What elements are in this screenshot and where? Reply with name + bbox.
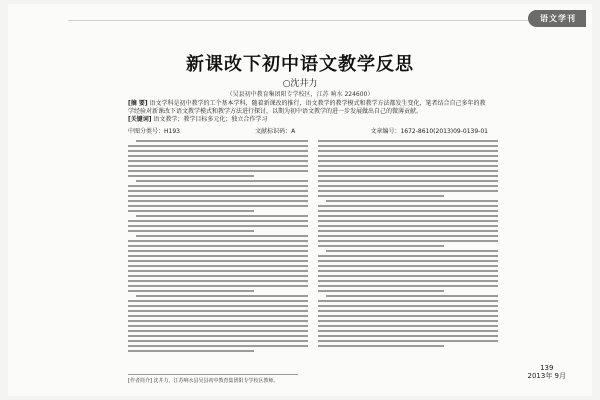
article-number: 文章编号：1672-8610(2013)09-0139-01: [370, 128, 488, 135]
document-code: 文献标识码：A: [255, 128, 296, 135]
journal-header-tab: 语文学刊: [528, 10, 586, 27]
article-affiliation: （吴县初中教育集团阳专学校区，江苏 响水 224600）: [226, 91, 374, 98]
page-number-block: [528, 364, 567, 380]
clc-number: 中图分类号：H193: [128, 128, 180, 135]
page-number: 139: [540, 364, 554, 372]
issue-date: 2013年 9月: [527, 372, 566, 380]
header-rule: [68, 20, 528, 21]
article-author: ○沈井力: [282, 79, 318, 89]
body-column-left: [128, 140, 308, 368]
article-title: 新课改下初中语文教学反思: [186, 54, 414, 75]
abstract-label: [摘 要]: [128, 100, 148, 107]
keywords-label: [关键词]: [128, 116, 152, 123]
abstract-block: [128, 100, 488, 124]
article-meta-row: [128, 126, 488, 135]
abstract-text: 语文学科是初中教学的工个基本学科，随着新课改的推行，语文教学的教学模式和教学方法都发生变化，笔者结合自己多年的教学经验对新课改下语文教学模式和教学方法进行探讨，以期为初中语文教学的进一步发展做出自己的微薄贡献。: [128, 100, 486, 115]
keywords-text: 语文教学；教学目标多元化；独立合作学习: [153, 116, 268, 123]
body-column-right: [318, 140, 498, 368]
author-footnote: [作者简介] 沈井力，江苏响水县吴县初中教育集团阳专学校区教师。: [128, 374, 298, 384]
